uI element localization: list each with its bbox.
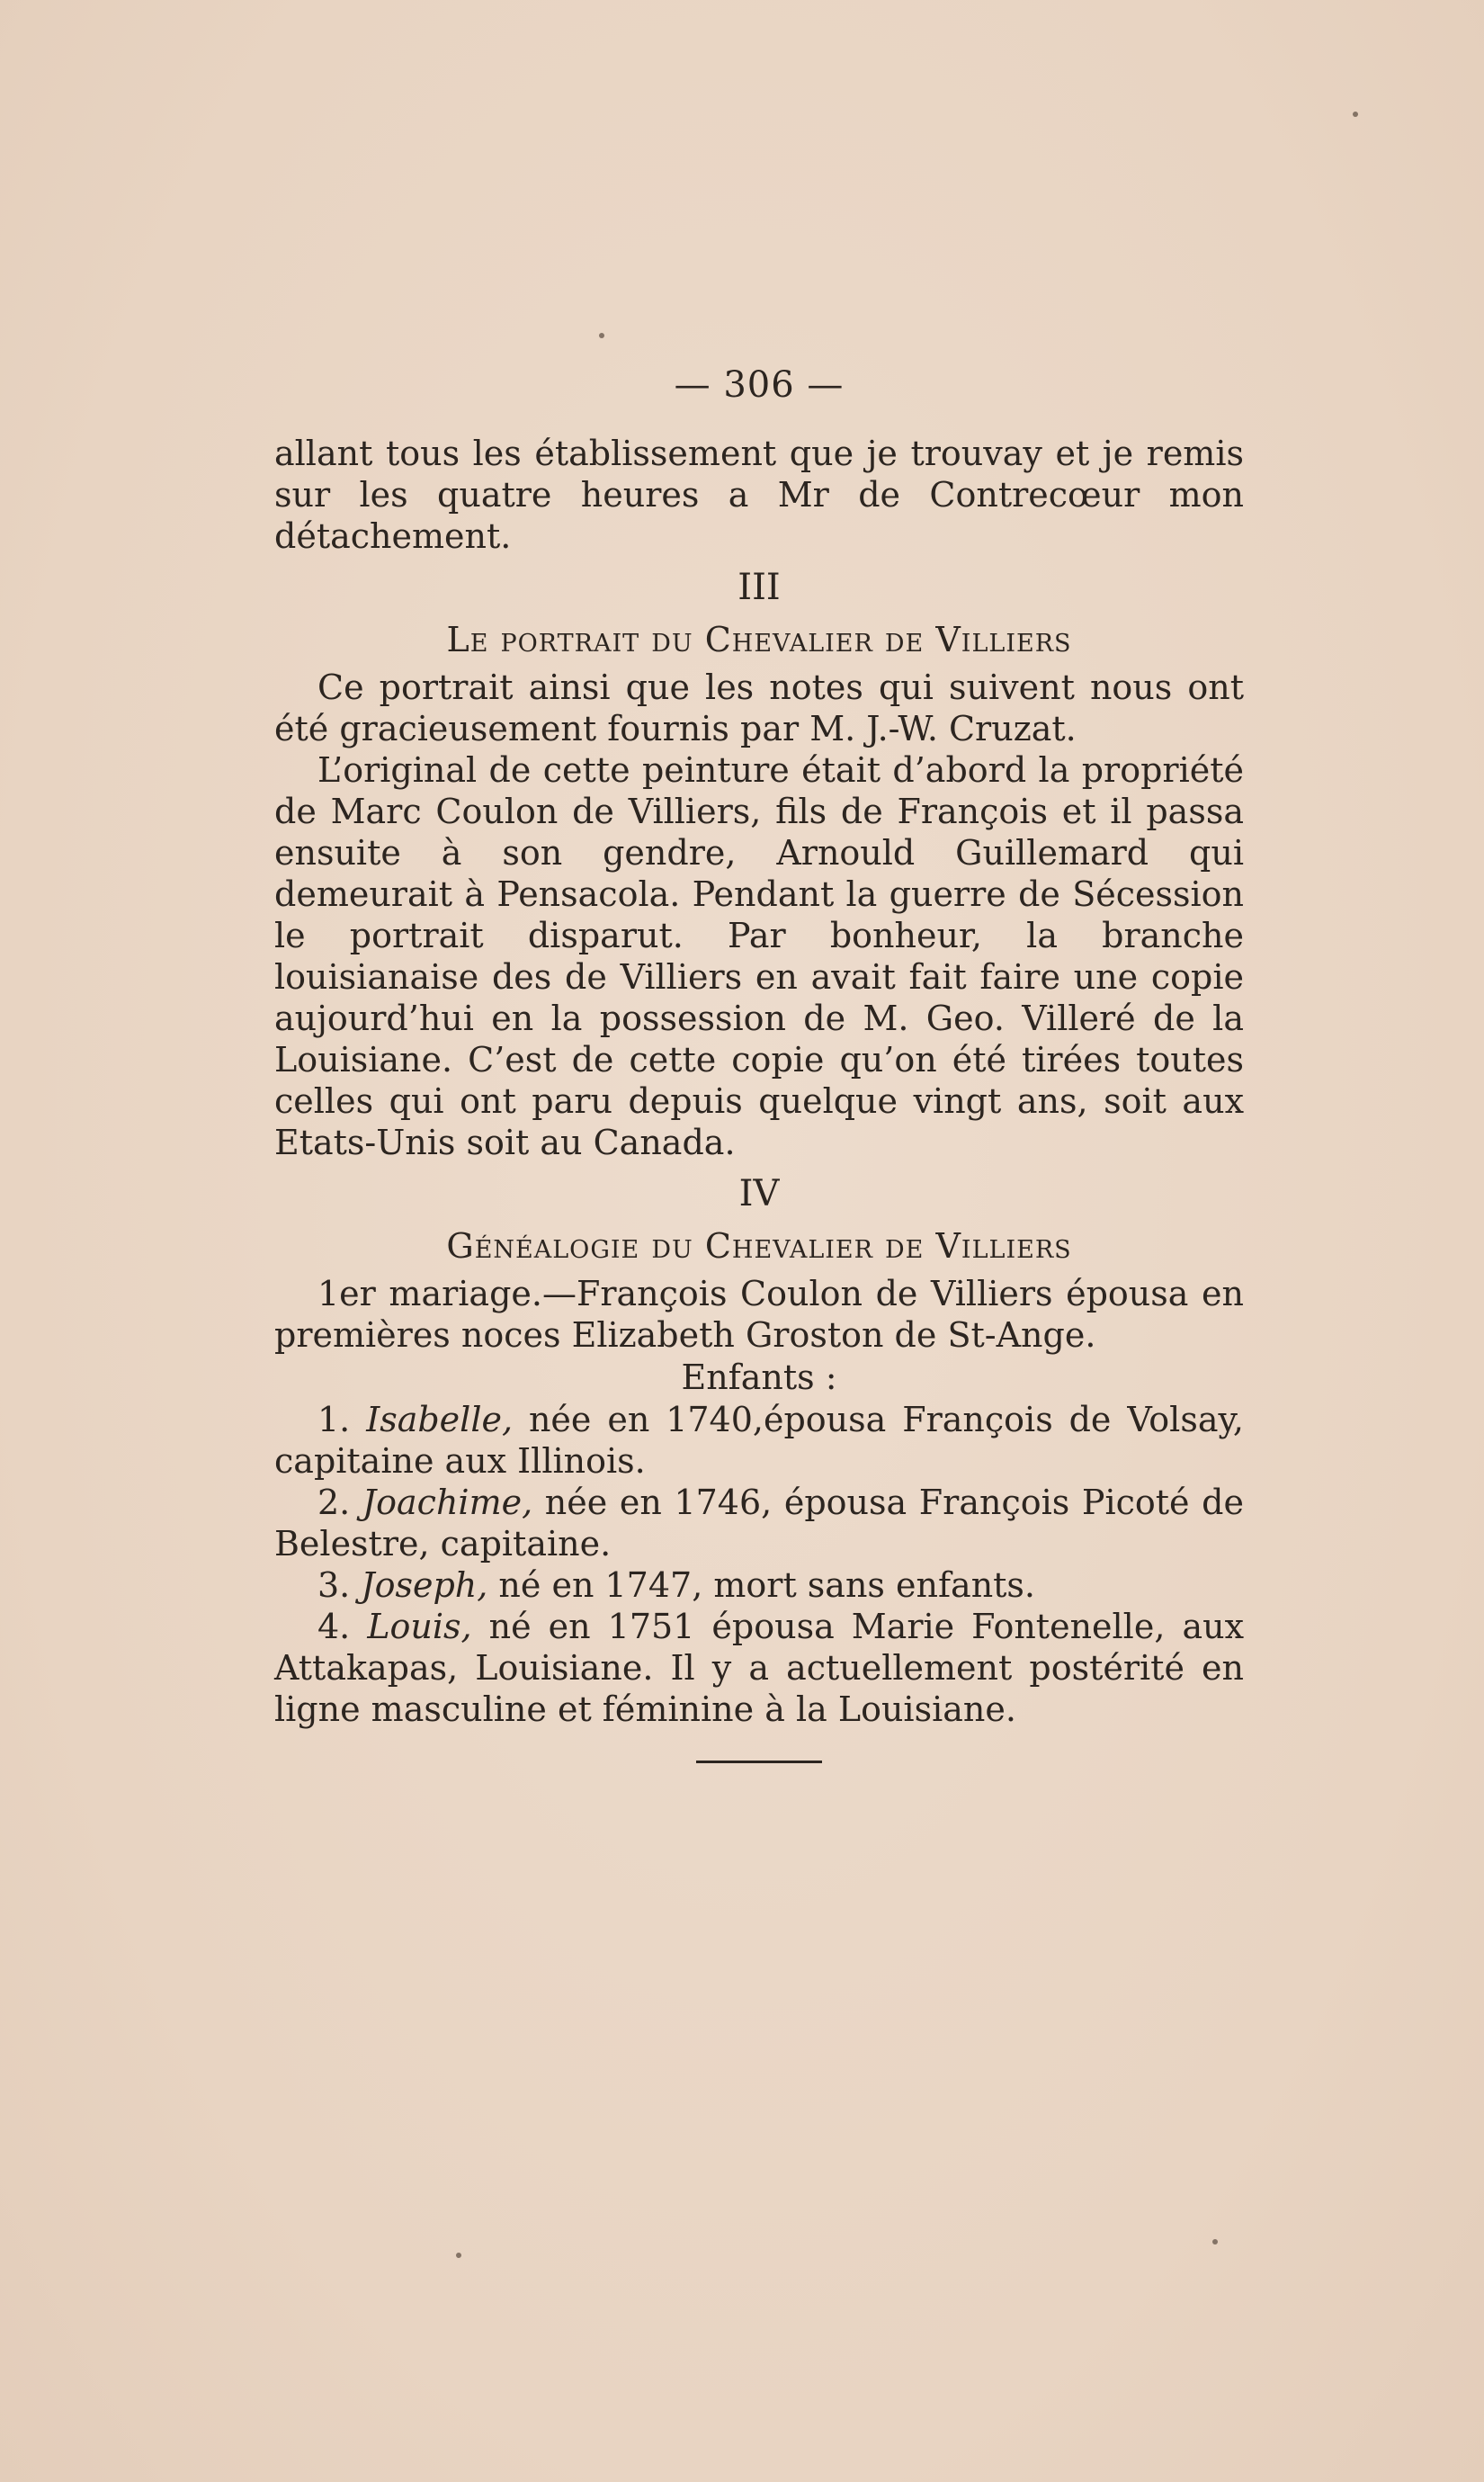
section-number-4: IV — [738, 1173, 780, 1214]
child-item — [274, 1564, 1244, 1606]
section-number-3: III — [738, 567, 781, 608]
paper-speck — [599, 333, 604, 338]
section-title-3: Le portrait du Chevalier de Villiers — [446, 620, 1072, 659]
child-number: 3. — [317, 1565, 351, 1605]
child-name: Isabelle, — [366, 1400, 514, 1439]
child-text: né en 1747, mort sans enfants. — [487, 1565, 1036, 1605]
section3-paragraph-2: L’original de cette peinture était d’abord la propriété de Marc Coulon de Villiers, fils de François et il passa ensuite à son gendre, Arnould Guillemard qui demeurait à Pensacola. Pendant la guerre de Sécession le portrait disparut. Par bonheur, la branche louisianaise des de Villiers en avait fait faire une copie aujourd’hui en la possession de M. Geo. Villeré de la Louisiane. C’est de cette copie qu’on été tirées toutes celles qui ont paru depuis quelque vingt ans, soit aux Etats-Unis soit au Canada. — [274, 750, 1244, 1162]
section3-paragraph-1: Ce portrait ainsi que les notes qui suivent nous ont été gracieusement fournis par M. J.-W. Cruzat. — [274, 668, 1244, 748]
paper-speck — [1212, 2239, 1218, 2245]
child-number: 4. — [317, 1607, 351, 1646]
child-text: né en 1751 épousa Marie Fontenelle, aux Attakapas, Louisiane. Il y a actuellement postérité en ligne masculine et féminine à la Louisiane. — [274, 1607, 1244, 1729]
page-number: — 306 — — [674, 364, 845, 406]
paper-speck — [1353, 112, 1358, 117]
child-number: 1. — [317, 1400, 351, 1439]
end-rule — [696, 1761, 822, 1763]
child-name: Louis, — [367, 1607, 472, 1646]
child-text: née en 1746, épousa François Picoté de Belestre, capitaine. — [274, 1483, 1244, 1564]
section-title-4: Généalogie du Chevalier de Villiers — [446, 1226, 1072, 1266]
child-name: Joseph, — [361, 1565, 488, 1605]
child-name: Joachime, — [362, 1483, 533, 1522]
paper-speck — [456, 2253, 461, 2258]
intro-paragraph: allant tous les établissement que je trouvay et je remis sur les quatre heures a Mr de Contrecœur mon détachement. — [274, 434, 1244, 556]
child-item — [274, 1606, 1244, 1730]
child-text: née en 1740,épousa François de Volsay, capitaine aux Illinois. — [274, 1400, 1244, 1481]
child-number: 2. — [317, 1483, 351, 1522]
children-label: Enfants : — [681, 1357, 837, 1397]
section4-paragraph-1: 1er mariage.—François Coulon de Villiers épousa en premières noces Elizabeth Groston de St-Ange. — [274, 1274, 1244, 1355]
child-item — [274, 1482, 1244, 1564]
child-item — [274, 1399, 1244, 1482]
text-block — [274, 364, 1244, 1763]
